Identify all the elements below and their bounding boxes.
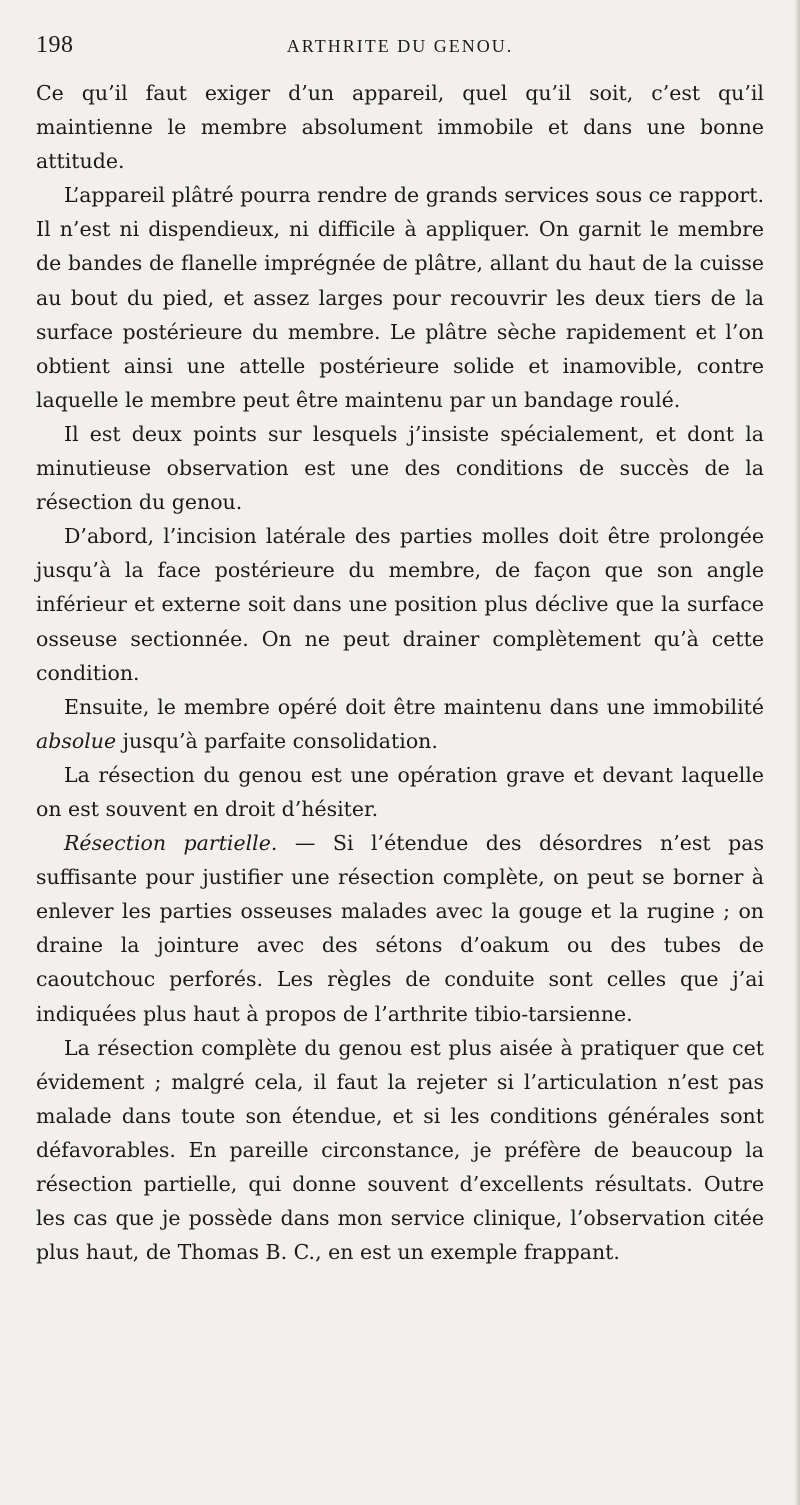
section-lead-resection-partielle: Résection partielle. bbox=[64, 831, 278, 856]
paragraph-incision: D’abord, l’incision latérale des parties molles doit être prolongée jusqu’à la face postérieure du membre, de façon que son angle inférieur et externe soit dans une position plus déclive que la surface osseuse sectionnée. On ne peut drainer complètement qu’à cette condition. bbox=[36, 524, 764, 685]
page-number: 198 bbox=[36, 32, 74, 58]
running-title: ARTHRITE DU GENOU. bbox=[286, 36, 514, 56]
body-text bbox=[36, 76, 764, 1269]
paragraph-resection-partielle: Résection partielle. — Si l’étendue des désordres n’est pas suffisante pour justifier une résection complète, on peut se borner à enlever les parties osseuses malades avec la gouge et la rugine ; on draine la jointure avec des sétons d’oakum ou des tubes de caoutchouc perforés. Les règles de conduite sont celles que j’ai indiquées plus haut à propos de l’arthrite tibio-tarsienne. bbox=[36, 831, 764, 1026]
paragraph-deux-points: Il est deux points sur lesquels j’insiste spécialement, et dont la minutieuse observation est une des conditions de succès de la résection du genou. bbox=[36, 421, 764, 515]
paragraph-immobilite: Ensuite, le membre opéré doit être maintenu dans une immobilité absolue jusqu’à parfaite consolidation. bbox=[36, 694, 764, 753]
paragraph-resection-complete: La résection complète du genou est plus aisée à pratiquer que cet évidement ; malgré cela, il faut la rejeter si l’articulation n’est pas malade dans toute son étendue, et si les conditions générales sont défavorables. En pareille circonstance, je préfère de beaucoup la résection partielle, qui donne souvent d’excellents résultats. Outre les cas que je possède dans mon service clinique, l’observation citée plus haut, de Thomas B. C., en est un exemple frappant. bbox=[36, 1035, 764, 1265]
paragraph-operation-grave: La résection du genou est une opération grave et devant laquelle on est souvent en droit d’hésiter. bbox=[36, 762, 764, 821]
paragraph-appareil-platre: L’appareil plâtré pourra rendre de grands services sous ce rapport. Il n’est ni dispendieux, ni difficile à appliquer. On garnit le membre de bandes de flanelle imprégnée de plâtre, allant du haut de la cuisse au bout du pied, et assez larges pour recouvrir les deux tiers de la surface postérieure du membre. Le plâtre sèche rapidement et l’on obtient ainsi une attelle postérieure solide et inamovible, contre laquelle le membre peut être maintenu par un bandage roulé. bbox=[36, 183, 764, 412]
running-head bbox=[36, 32, 764, 72]
page-edge-shadow bbox=[794, 0, 800, 1505]
paragraph-appareil-requirement: Ce qu’il faut exiger d’un appareil, quel qu’il soit, c’est qu’il maintienne le membre absolument immobile et dans une bonne attitude. bbox=[36, 81, 764, 174]
emphasis-absolue: absolue bbox=[36, 728, 117, 753]
